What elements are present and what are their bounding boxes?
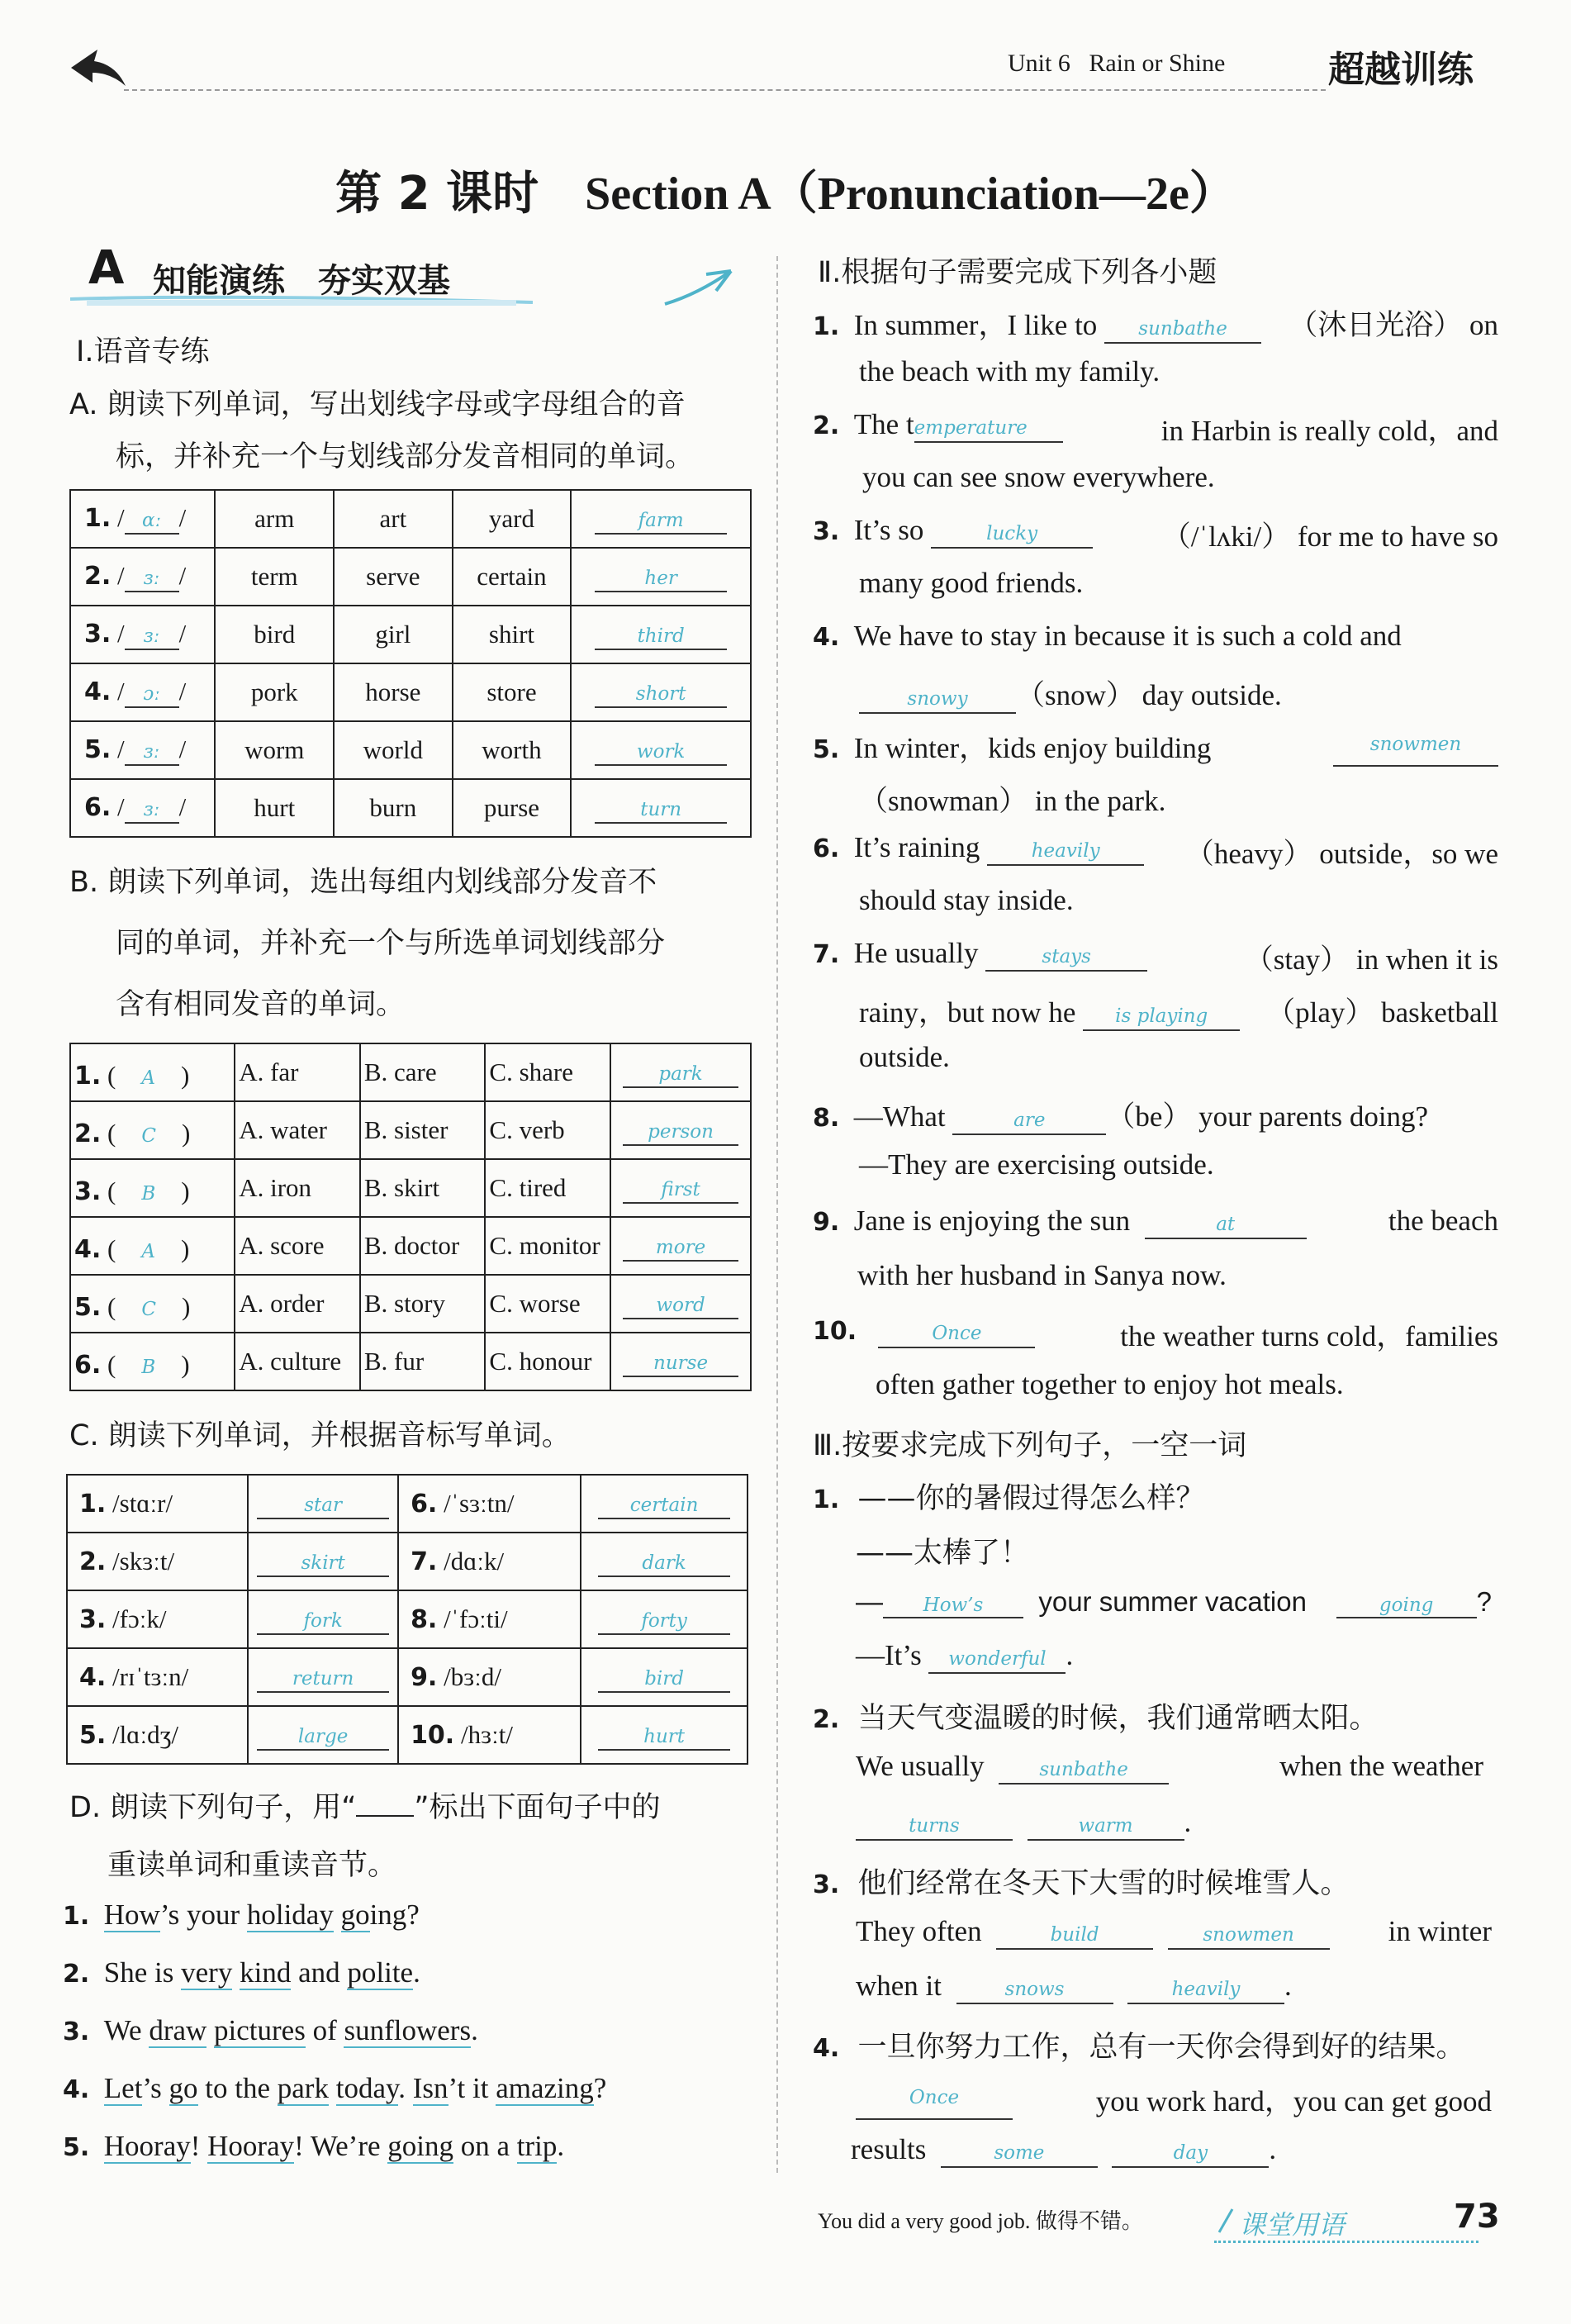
answer-word: person — [648, 1121, 714, 1143]
answer-cell — [248, 1533, 398, 1590]
answer-blank — [623, 1115, 738, 1145]
row-number: 4. — [84, 677, 112, 707]
row-number: 2. — [79, 1547, 107, 1576]
option-cell: B. doctor — [360, 1217, 486, 1275]
word-cell: serve — [334, 548, 453, 606]
answer-cell — [610, 1217, 751, 1275]
section-letter: A — [88, 241, 125, 295]
table-row — [70, 779, 751, 837]
phonetic-blank — [125, 677, 179, 707]
answer-cell — [610, 1159, 751, 1217]
answer-word: skirt — [301, 1552, 345, 1575]
part2-heading: Ⅱ.根据句子需要完成下列各小题 — [818, 256, 1217, 289]
answer-word: word — [656, 1295, 705, 1317]
phonetic-transcription: /bɜːd/ — [444, 1662, 501, 1691]
answer-blank — [257, 1547, 389, 1576]
row-number-cell: 3. ( B ) — [70, 1159, 235, 1217]
phonetic-cell — [398, 1533, 581, 1590]
answer-word: her — [644, 568, 677, 590]
option-cell: B. sister — [360, 1101, 486, 1159]
phonetic-blank — [125, 620, 179, 649]
answer-word: short — [635, 683, 686, 706]
table-row — [70, 548, 751, 606]
word-cell: term — [215, 548, 334, 606]
row-number: 7. — [411, 1547, 438, 1576]
section-banner — [70, 241, 739, 306]
phonetic-cell — [67, 1475, 248, 1533]
word-cell: burn — [334, 779, 453, 837]
choice-answer: A — [141, 1240, 155, 1262]
answer-blank — [598, 1604, 730, 1634]
table-row — [70, 1333, 751, 1390]
word-cell: purse — [453, 779, 572, 837]
footer-pen-icon — [1214, 2204, 1239, 2237]
part1-c-instr: C. 朗读下列单词，并根据音标写单词。 — [69, 1419, 571, 1452]
answer-cell — [581, 1590, 748, 1648]
footer-phrase: You did a very good job. 做得不错。 — [818, 2209, 1143, 2233]
answer-word: fork — [303, 1610, 343, 1633]
answer-blank — [595, 677, 727, 707]
page-title: 第 2 课时 Section A（Pronunciation—2e） — [335, 167, 1236, 221]
choice-answer: B — [141, 1356, 156, 1378]
answer-blank — [623, 1347, 738, 1376]
part1-b-instr-1: B. 朗读下列单词，选出每组内划线部分发音不 — [69, 866, 657, 899]
choice-answer: C — [141, 1124, 156, 1147]
row-number: 1. — [74, 1061, 102, 1091]
answer-blank — [257, 1720, 389, 1750]
option-cell: A. iron — [235, 1159, 360, 1217]
answer-blank — [257, 1489, 389, 1518]
phonetic-blank — [125, 793, 179, 823]
answer-blank — [257, 1662, 389, 1692]
answer-cell — [571, 548, 751, 606]
option-cell: A. far — [235, 1043, 360, 1101]
answer-cell — [248, 1475, 398, 1533]
row-number-cell: 2. ( C ) — [70, 1101, 235, 1159]
word-cell: arm — [215, 490, 334, 548]
row-number: 6. — [74, 1350, 102, 1380]
phonetic-transcription: /hɜːt/ — [460, 1720, 513, 1749]
answer-cell — [571, 779, 751, 837]
answer-word: forty — [641, 1610, 687, 1633]
answer-blank — [623, 1289, 738, 1319]
answer-cell — [581, 1706, 748, 1764]
row-number: 4. — [79, 1663, 107, 1692]
row-number: 3. — [79, 1605, 107, 1634]
word-cell: yard — [453, 490, 572, 548]
phonetic-transcription: /dɑːk/ — [444, 1547, 505, 1575]
answer-word: hurt — [643, 1726, 686, 1748]
page-number: 73 — [1454, 2198, 1500, 2236]
table-row — [70, 721, 751, 779]
row-number-cell: 4. / ɔː / — [70, 663, 215, 721]
answer-word: turn — [640, 799, 682, 821]
choice-answer: A — [141, 1067, 155, 1089]
row-number: 5. — [74, 1292, 102, 1322]
row-number: 1. — [79, 1490, 107, 1518]
row-number: 1. — [84, 504, 112, 534]
row-number-cell: 2. / ɜː / — [70, 548, 215, 606]
part1-a-instr-2: 标，并补充一个与划线部分发音相同的单词。 — [116, 440, 695, 473]
row-number: 10. — [411, 1721, 455, 1750]
phonetic-cell — [67, 1533, 248, 1590]
table-row — [70, 1217, 751, 1275]
word-cell: world — [334, 721, 453, 779]
answer-blank — [623, 1173, 738, 1203]
answer-cell — [571, 663, 751, 721]
option-cell: C. share — [485, 1043, 610, 1101]
stress-sentence-4: 4. Let’s go to the park today. Isn’t it amazing? — [63, 2072, 607, 2104]
phonetic-transcription: /fɔːk/ — [112, 1604, 167, 1633]
table-row — [70, 1159, 751, 1217]
phonetic-cell — [398, 1706, 581, 1764]
option-cell: A. score — [235, 1217, 360, 1275]
phonetic-answer: ɜː — [143, 799, 160, 821]
phonetic-blank — [125, 735, 179, 765]
word-cell: horse — [334, 663, 453, 721]
phonetic-cell — [398, 1648, 581, 1706]
word-cell: worm — [215, 721, 334, 779]
option-cell: B. fur — [360, 1333, 486, 1390]
row-number-cell: 1. / ɑː / — [70, 490, 215, 548]
part1-d-instr-1: D. 朗读下列句子，用“ ”标出下面句子中的 — [69, 1791, 661, 1824]
table-b — [69, 1043, 752, 1391]
answer-word: park — [658, 1063, 703, 1086]
answer-word: large — [297, 1726, 349, 1748]
table-row — [70, 1275, 751, 1333]
answer-cell — [571, 721, 751, 779]
answer-cell — [581, 1648, 748, 1706]
stress-sentence-2: 2. She is very kind and polite. — [63, 1956, 420, 1989]
answer-blank — [623, 1057, 738, 1087]
answer-blank — [598, 1489, 730, 1518]
word-cell: pork — [215, 663, 334, 721]
row-number-cell: 4. ( A ) — [70, 1217, 235, 1275]
phonetic-cell — [398, 1475, 581, 1533]
header-unit: Unit 6 Rain or Shine — [1008, 50, 1226, 77]
answer-blank — [595, 735, 727, 765]
word-cell: girl — [334, 606, 453, 663]
row-number-cell: 5. / ɜː / — [70, 721, 215, 779]
answer-blank — [598, 1662, 730, 1692]
row-number: 2. — [84, 562, 112, 592]
option-cell: A. order — [235, 1275, 360, 1333]
row-number: 5. — [84, 735, 112, 765]
row-number: 3. — [84, 620, 112, 649]
row-number: 6. — [84, 793, 112, 823]
table-row — [67, 1590, 748, 1648]
table-row — [70, 606, 751, 663]
table-c — [66, 1474, 748, 1765]
phonetic-transcription: /lɑːdʒ/ — [112, 1720, 178, 1749]
phonetic-cell — [67, 1590, 248, 1648]
answer-blank — [257, 1604, 389, 1634]
answer-cell — [248, 1648, 398, 1706]
row-number-cell: 1. ( A ) — [70, 1043, 235, 1101]
answer-blank — [595, 562, 727, 592]
option-cell: C. monitor — [485, 1217, 610, 1275]
part1-b-instr-2: 同的单词，并补充一个与所选单词划线部分 — [116, 927, 666, 960]
table-row — [67, 1706, 748, 1764]
phonetic-answer: ɑː — [142, 510, 162, 532]
answer-word: third — [637, 625, 685, 648]
section-label: 知能演练 夯实双基 — [153, 262, 450, 300]
row-number: 2. — [74, 1119, 102, 1148]
answer-blank — [595, 504, 727, 534]
answer-cell — [610, 1275, 751, 1333]
answer-word: nurse — [653, 1352, 709, 1375]
row-number-cell: 3. / ɜː / — [70, 606, 215, 663]
answer-cell — [571, 490, 751, 548]
column-divider — [776, 256, 778, 2173]
row-number: 5. — [79, 1721, 107, 1750]
stress-sentence-1: 1. How’s your holiday going? — [63, 1899, 420, 1931]
answer-blank — [598, 1547, 730, 1576]
row-number: 8. — [411, 1605, 438, 1634]
answer-word: dark — [642, 1552, 686, 1575]
phonetic-answer: ɔː — [143, 683, 160, 706]
answer-cell — [571, 606, 751, 663]
answer-cell — [248, 1590, 398, 1648]
answer-word: bird — [644, 1668, 684, 1690]
table-row — [70, 1101, 751, 1159]
table-row — [70, 663, 751, 721]
answer-cell — [610, 1333, 751, 1390]
phonetic-blank — [125, 562, 179, 592]
stress-sentence-3: 3. We draw pictures of sunflowers. — [63, 2014, 478, 2046]
word-cell: art — [334, 490, 453, 548]
option-cell: B. skirt — [360, 1159, 486, 1217]
header-badge: 超越训练 — [1328, 49, 1474, 91]
option-cell: B. care — [360, 1043, 486, 1101]
answer-word: first — [661, 1179, 700, 1201]
answer-cell — [581, 1475, 748, 1533]
phonetic-transcription: /rɪˈtɜːn/ — [112, 1662, 189, 1691]
option-cell: C. worse — [485, 1275, 610, 1333]
choice-answer: B — [141, 1182, 156, 1205]
word-cell: bird — [215, 606, 334, 663]
back-arrow-icon — [64, 43, 131, 93]
answer-cell — [581, 1533, 748, 1590]
phonetic-transcription: /skɜːt/ — [112, 1547, 175, 1575]
word-cell: worth — [453, 721, 572, 779]
stress-sentence-5: 5. Hooray! Hooray! We’re going on a trip. — [63, 2130, 565, 2162]
answer-cell — [610, 1101, 751, 1159]
part1-b-instr-3: 含有相同发音的单词。 — [116, 988, 406, 1021]
phonetic-answer: ɜː — [143, 568, 160, 590]
answer-cell — [248, 1706, 398, 1764]
part1-d-instr-2: 重读单词和重读音节。 — [107, 1849, 397, 1882]
table-row — [67, 1533, 748, 1590]
footer-rule — [1214, 2241, 1478, 2243]
answer-word: farm — [638, 510, 684, 532]
option-cell: A. culture — [235, 1333, 360, 1390]
answer-blank — [598, 1720, 730, 1750]
phonetic-cell — [398, 1590, 581, 1648]
answer-cell — [610, 1043, 751, 1101]
answer-word: more — [655, 1237, 706, 1259]
option-cell: C. verb — [485, 1101, 610, 1159]
choice-answer: C — [141, 1298, 156, 1320]
table-row — [67, 1475, 748, 1533]
phonetic-transcription: /ˈfɔːti/ — [444, 1604, 508, 1633]
header-rule — [124, 89, 1326, 91]
option-cell: B. story — [360, 1275, 486, 1333]
word-cell: certain — [453, 548, 572, 606]
answer-word: star — [304, 1495, 342, 1517]
part3-heading: Ⅲ.按要求完成下列句子，一空一词 — [813, 1429, 1247, 1462]
phonetic-transcription: /stɑːr/ — [112, 1489, 173, 1518]
option-cell: A. water — [235, 1101, 360, 1159]
footer-label: 课堂用语 — [1239, 2209, 1346, 2241]
answer-word: certain — [629, 1495, 699, 1517]
table-a — [69, 489, 752, 838]
answer-blank — [595, 620, 727, 649]
phonetic-answer: ɜː — [143, 741, 160, 763]
row-number-cell: 6. / ɜː / — [70, 779, 215, 837]
answer-word: work — [636, 741, 686, 763]
answer-blank — [623, 1231, 738, 1261]
word-cell: hurt — [215, 779, 334, 837]
option-cell: C. tired — [485, 1159, 610, 1217]
phonetic-answer: ɜː — [143, 625, 160, 648]
phonetic-blank — [125, 504, 179, 534]
table-row — [67, 1648, 748, 1706]
row-number-cell: 6. ( B ) — [70, 1333, 235, 1390]
phonetic-cell — [67, 1648, 248, 1706]
row-number: 4. — [74, 1234, 102, 1264]
answer-blank — [595, 793, 727, 823]
phonetic-transcription: /ˈsɜːtn/ — [444, 1489, 515, 1518]
row-number-cell: 5. ( C ) — [70, 1275, 235, 1333]
table-row — [70, 1043, 751, 1101]
answer-word: return — [292, 1668, 354, 1690]
row-number: 3. — [74, 1176, 102, 1206]
part1-a-instr-1: A. 朗读下列单词，写出划线字母或字母组合的音 — [69, 388, 686, 421]
part1-heading: Ⅰ.语音专练 — [76, 335, 210, 368]
option-cell: C. honour — [485, 1333, 610, 1390]
table-row — [70, 490, 751, 548]
word-cell: shirt — [453, 606, 572, 663]
phonetic-cell — [67, 1706, 248, 1764]
row-number: 6. — [411, 1490, 438, 1518]
row-number: 9. — [411, 1663, 438, 1692]
word-cell: store — [453, 663, 572, 721]
